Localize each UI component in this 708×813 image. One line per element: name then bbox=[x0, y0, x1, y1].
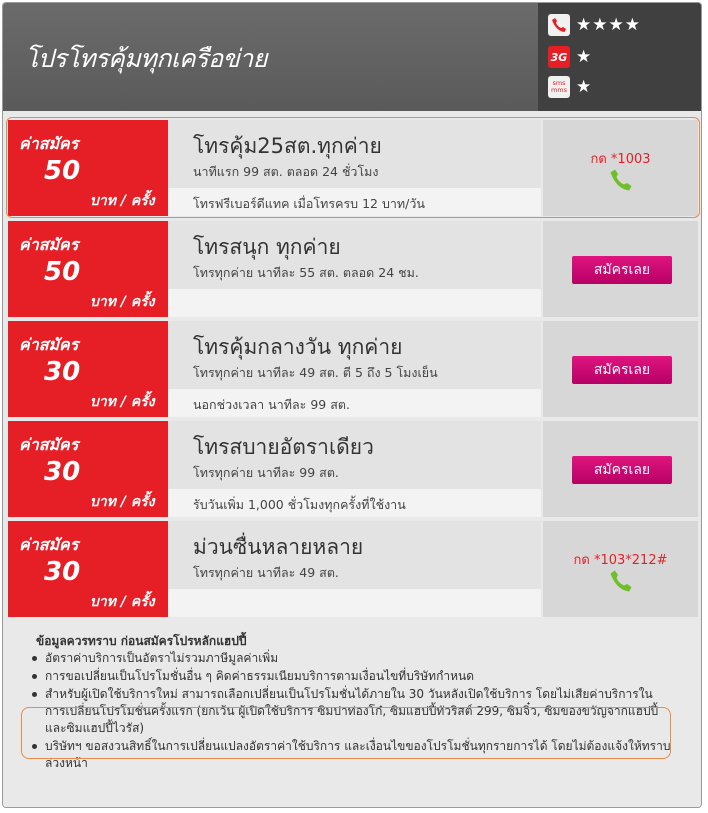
package-description: โทรทุกค่าย นาทีละ 99 สต. bbox=[193, 465, 339, 480]
header bbox=[3, 3, 701, 111]
package-name: โทรคุ้มกลางวัน ทุกค่าย bbox=[193, 335, 403, 359]
fee-label: ค่าสมัคร bbox=[19, 435, 79, 454]
package-note: โทรฟรีเบอร์ดีแทค เมื่อโทรครบ 12 บาท/วัน bbox=[193, 196, 425, 211]
package-info bbox=[168, 221, 541, 317]
signup-button[interactable]: สมัครเลย bbox=[572, 456, 672, 484]
fee-amount: 50 bbox=[44, 257, 81, 287]
fee-unit: บาท / ครั้ง bbox=[90, 193, 155, 209]
package-row bbox=[8, 421, 698, 517]
package-row bbox=[8, 521, 698, 617]
package-note: นอกช่วงเวลา นาทีละ 99 สต. bbox=[193, 397, 350, 412]
package-row bbox=[8, 120, 698, 216]
package-row bbox=[8, 221, 698, 317]
phone-icon bbox=[609, 569, 633, 597]
fee-amount: 30 bbox=[44, 357, 81, 387]
fee-block bbox=[8, 120, 168, 216]
fee-amount: 30 bbox=[44, 557, 81, 587]
list-item: บริษัทฯ ขอสงวนสิทธิ์ในการเปลี่ยนแปลงอัตราค่าใช้บริการ และเงื่อนไขของโปรโมชั่นทุกรายการได้ โดยไม่ต้องแจ้งให้ทราบล่วงหน้า bbox=[32, 738, 672, 772]
package-name: โทรสนุก ทุกค่าย bbox=[193, 235, 341, 259]
ratings-panel bbox=[538, 3, 701, 111]
dial-code: กด *103*212# bbox=[573, 553, 668, 568]
phone-icon bbox=[548, 14, 570, 36]
package-info bbox=[168, 120, 541, 216]
package-description: โทรทุกค่าย นาทีละ 49 สต. bbox=[193, 565, 339, 580]
package-row bbox=[8, 321, 698, 417]
voice-stars: ★★★★ bbox=[576, 15, 641, 35]
notes-list bbox=[32, 650, 672, 773]
list-item: สำหรับผู้เปิดใช้บริการใหม่ สามารถเลือกเปลี่ยนเป็นโปรโมชั่นได้ภายใน 30 วันหลังเปิดใช้บริการ โดยไม่เสียค่าบริการในการเปลี่ยนโปรโมชั่นครั้งแรก (ยกเว้น ผู้เปิดใช้บริการ ซิมปาท่องโก๋, ซิมแฮปปี้ทัวริสต์ 299, ซิมจิ๋ว, ซิมของขวัญจากแฮปปี้ และซิมแฮปปี้ไวรัส) bbox=[32, 686, 672, 737]
fee-label: ค่าสมัคร bbox=[19, 134, 79, 153]
fee-amount: 30 bbox=[44, 457, 81, 487]
rating-3g bbox=[548, 45, 592, 69]
package-action bbox=[543, 521, 698, 617]
fee-block bbox=[8, 521, 168, 617]
fee-label: ค่าสมัคร bbox=[19, 335, 79, 354]
signup-button[interactable]: สมัครเลย bbox=[572, 256, 672, 284]
3g-icon: 3G bbox=[548, 46, 570, 68]
fee-block bbox=[8, 221, 168, 317]
package-info bbox=[168, 421, 541, 517]
signup-button[interactable]: สมัครเลย bbox=[572, 356, 672, 384]
list-item: อัตราค่าบริการเป็นอัตราไม่รวมภาษีมูลค่าเพิ่ม bbox=[32, 650, 672, 667]
package-info bbox=[168, 321, 541, 417]
package-name: โทรสบายอัตราเดียว bbox=[193, 435, 374, 459]
fee-label: ค่าสมัคร bbox=[19, 235, 79, 254]
dial-code: กด *1003 bbox=[590, 152, 651, 167]
rating-sms bbox=[548, 75, 592, 99]
sms-stars: ★ bbox=[576, 77, 593, 97]
fee-unit: บาท / ครั้ง bbox=[90, 294, 155, 310]
list-item: การขอเปลี่ยนเป็นโปรโมชั่นอื่น ๆ คิดค่าธรรมเนียมบริการตามเงื่อนไขที่บริษัทกำหนด bbox=[32, 668, 672, 685]
sms-mms-icon: sms mms bbox=[548, 76, 570, 98]
package-action bbox=[543, 221, 698, 317]
page-title: โปรโทรคุ้มทุกเครือข่าย bbox=[25, 44, 267, 73]
package-action bbox=[543, 120, 698, 216]
package-info bbox=[168, 521, 541, 617]
fee-unit: บาท / ครั้ง bbox=[90, 494, 155, 510]
package-description: โทรทุกค่าย นาทีละ 49 สต. ตี 5 ถึง 5 โมงเย็น bbox=[193, 365, 438, 380]
3g-stars: ★ bbox=[576, 47, 593, 67]
fee-label: ค่าสมัคร bbox=[19, 535, 79, 554]
notes-section bbox=[3, 620, 701, 808]
fee-unit: บาท / ครั้ง bbox=[90, 594, 155, 610]
package-description: โทรทุกค่าย นาทีละ 55 สต. ตลอด 24 ชม. bbox=[193, 265, 419, 280]
fee-block bbox=[8, 421, 168, 517]
package-name: โทรคุ้ม25สต.ทุกค่าย bbox=[193, 134, 382, 158]
package-action bbox=[543, 421, 698, 517]
phone-icon bbox=[609, 168, 633, 196]
notes-title: ข้อมูลควรทราบ ก่อนสมัครโปรหลักแฮปปี้ bbox=[36, 634, 247, 648]
package-action bbox=[543, 321, 698, 417]
package-description: นาทีแรก 99 สต. ตลอด 24 ชั่วโมง bbox=[193, 164, 379, 179]
fee-amount: 50 bbox=[44, 156, 81, 186]
package-name: ม่วนซื่นหลายหลาย bbox=[193, 535, 364, 559]
fee-block bbox=[8, 321, 168, 417]
rating-voice bbox=[548, 13, 641, 37]
fee-unit: บาท / ครั้ง bbox=[90, 394, 155, 410]
promo-panel bbox=[2, 2, 702, 808]
package-note: รับวันเพิ่ม 1,000 ชั่วโมงทุกครั้งที่ใช้งาน bbox=[193, 497, 406, 512]
